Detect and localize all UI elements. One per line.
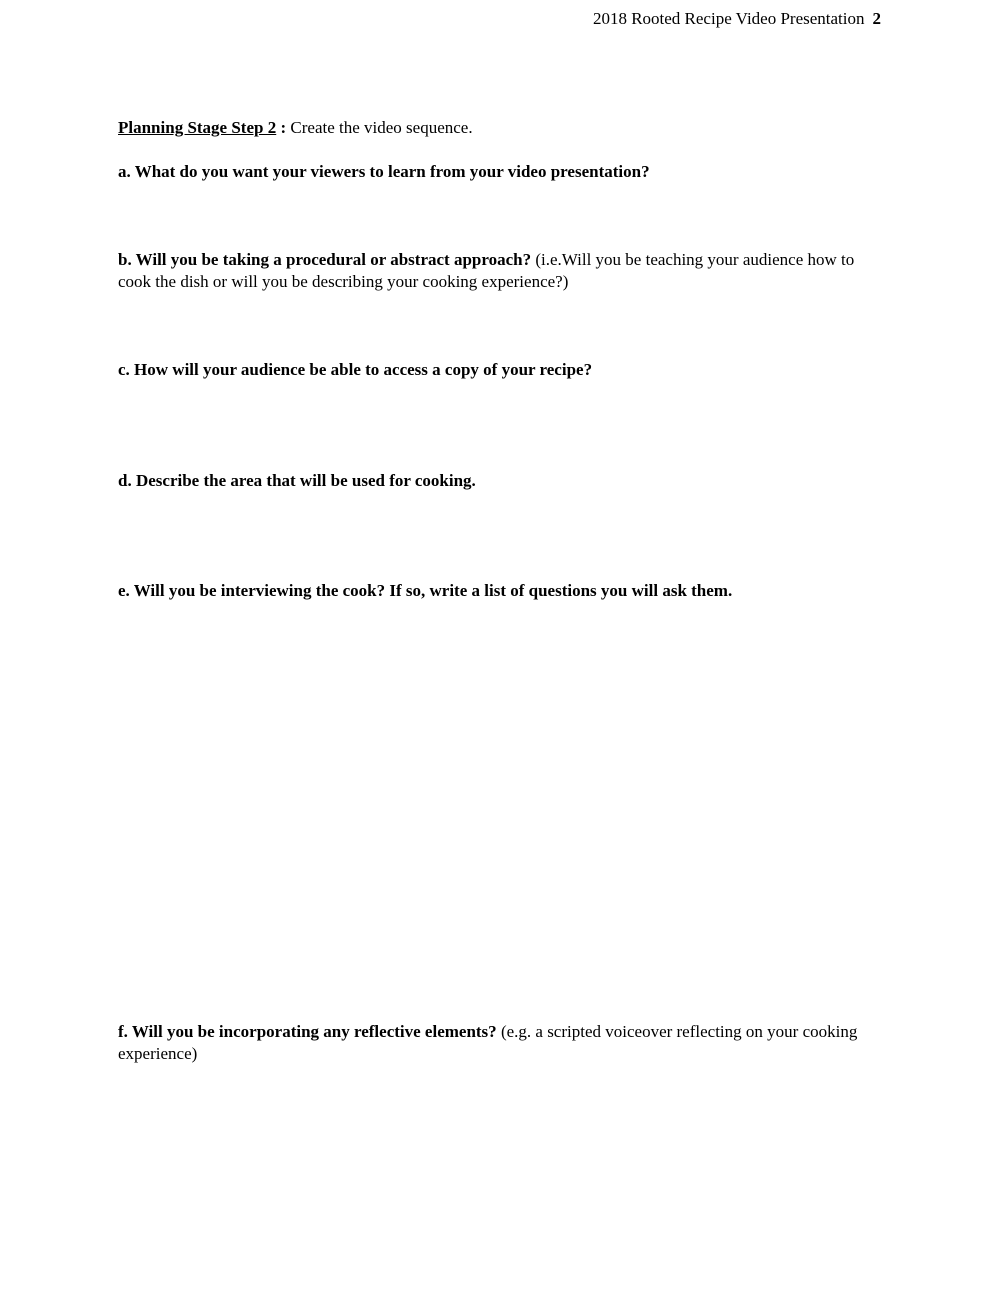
step-colon: : <box>276 118 291 137</box>
question-f <box>118 1021 878 1065</box>
question-e-prompt: e. Will you be interviewing the cook? If so, write a list of questions you will ask them. <box>118 581 733 600</box>
step-label: Planning Stage Step 2 <box>118 118 277 137</box>
header-title: 2018 Rooted Recipe Video Presentation <box>592 9 865 28</box>
question-c-prompt: c. How will your audience be able to access a copy of your recipe? <box>118 360 593 379</box>
question-d <box>118 470 878 492</box>
question-b <box>118 249 878 293</box>
question-d-prompt: d. Describe the area that will be used for cooking. <box>118 471 476 490</box>
question-b-note: (i.e.Will you be teaching your audience how to cook the dish or will you be describing your cooking experience?) <box>118 250 855 291</box>
page-header <box>593 8 881 30</box>
question-f-prompt: f. Will you be incorporating any reflective elements? <box>118 1022 497 1041</box>
question-c <box>118 359 878 381</box>
question-e <box>118 580 878 602</box>
question-f-note: (e.g. a scripted voiceover reflecting on your cooking experience) <box>118 1022 858 1063</box>
question-b-prompt: b. Will you be taking a procedural or abstract approach? <box>118 250 532 269</box>
page-number: 2 <box>872 9 881 28</box>
step-text: Create the video sequence. <box>290 118 473 137</box>
step-heading <box>118 117 878 139</box>
question-a-prompt: a. What do you want your viewers to learn from your video presentation? <box>118 162 650 181</box>
question-a <box>118 161 878 183</box>
